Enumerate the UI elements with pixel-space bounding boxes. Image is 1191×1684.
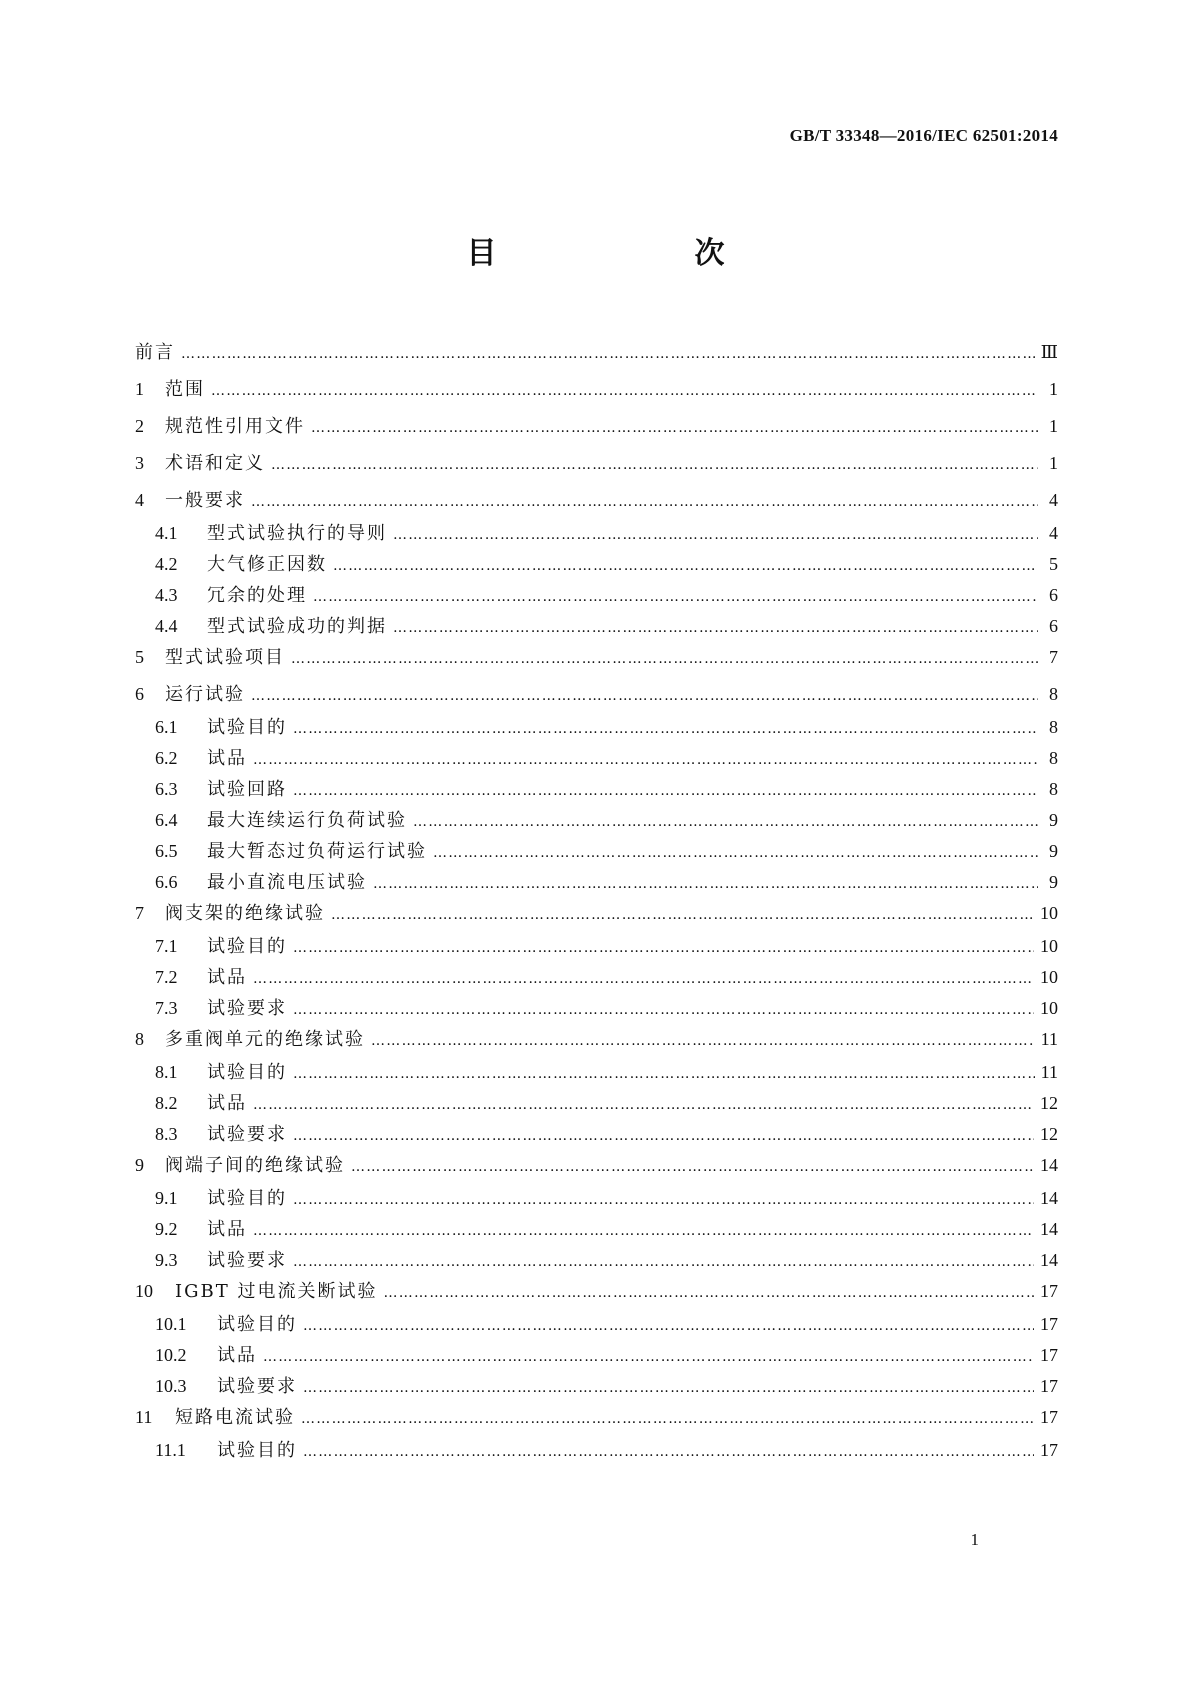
toc-entry[interactable]	[135, 643, 1058, 680]
toc-entry[interactable]	[135, 1246, 1058, 1277]
toc-entry[interactable]	[135, 1310, 1058, 1341]
toc-entry-label: 试验目的	[207, 1062, 287, 1083]
toc-dot-leader	[181, 346, 1035, 362]
toc-entry-page: 17	[1040, 1376, 1058, 1396]
toc-entry-page: 5	[1049, 554, 1058, 574]
toc-entry-number: 5	[135, 647, 144, 667]
toc-dot-leader	[251, 494, 1038, 510]
toc-entry-number: 8.3	[155, 1124, 178, 1144]
toc-entry-label: 试品	[207, 967, 247, 988]
toc-entry-label: 大气修正因数	[207, 554, 327, 575]
toc-entry-number: 7	[135, 903, 144, 923]
toc-entry-number: 4.1	[155, 523, 178, 543]
toc-entry-page: 12	[1040, 1124, 1058, 1144]
toc-entry-page: 1	[1049, 416, 1058, 436]
toc-entry-number: 6.6	[155, 872, 178, 892]
toc-entry-number: 9.3	[155, 1250, 178, 1270]
toc-entry[interactable]	[135, 837, 1058, 868]
toc-entry-number: 9.1	[155, 1188, 178, 1208]
toc-entry-number: 11	[135, 1407, 153, 1427]
toc-entry-label: 试验目的	[217, 1314, 297, 1335]
toc-dot-leader	[371, 1033, 1035, 1049]
toc-entry[interactable]	[135, 1372, 1058, 1403]
toc-entry-label: 试验回路	[207, 779, 287, 800]
toc-entry-page: 1	[1049, 379, 1058, 399]
toc-entry-number: 4.3	[155, 585, 178, 605]
toc-entry-label: 范围	[165, 379, 205, 400]
toc-dot-leader	[313, 589, 1038, 605]
toc-dot-leader	[253, 752, 1038, 768]
toc-entry-label: 最大暂态过负荷运行试验	[207, 841, 427, 862]
toc-entry-page: 17	[1040, 1281, 1058, 1301]
toc-entry-number: 7.1	[155, 936, 178, 956]
toc-dot-leader	[293, 1192, 1034, 1208]
toc-entry[interactable]	[135, 550, 1058, 581]
toc-entry-number: 4	[135, 490, 144, 510]
toc-entry[interactable]	[135, 1089, 1058, 1120]
toc-entry-number: 10.3	[155, 1376, 187, 1396]
toc-entry-number: 9.2	[155, 1219, 178, 1239]
toc-entry[interactable]	[135, 1120, 1058, 1151]
toc-entry[interactable]	[135, 868, 1058, 899]
table-of-contents	[135, 338, 1058, 1467]
toc-entry-page: Ⅲ	[1040, 342, 1058, 362]
toc-entry-page: 10	[1040, 998, 1058, 1018]
toc-entry[interactable]	[135, 1341, 1058, 1372]
toc-dot-leader	[373, 876, 1038, 892]
toc-entry-page: 6	[1049, 585, 1058, 605]
toc-entry-number: 1	[135, 379, 144, 399]
toc-dot-leader	[311, 420, 1038, 436]
toc-entry[interactable]	[135, 899, 1058, 936]
toc-dot-leader	[211, 383, 1038, 399]
toc-entry[interactable]	[135, 932, 1058, 963]
toc-dot-leader	[303, 1444, 1034, 1460]
toc-dot-leader	[331, 907, 1034, 923]
toc-entry[interactable]	[135, 713, 1058, 744]
toc-dot-leader	[293, 1002, 1034, 1018]
toc-entry-label: 试验要求	[207, 1250, 287, 1271]
toc-entry-page: 10	[1040, 936, 1058, 956]
toc-entry-page: 11	[1040, 1062, 1058, 1082]
toc-dot-leader	[293, 1128, 1034, 1144]
toc-dot-leader	[251, 688, 1038, 704]
toc-entry[interactable]	[135, 1215, 1058, 1246]
toc-dot-leader	[253, 1097, 1034, 1113]
toc-entry-label: 最大连续运行负荷试验	[207, 810, 407, 831]
toc-entry-label: 一般要求	[165, 490, 245, 511]
toc-entry-label: 阀支架的绝缘试验	[165, 903, 325, 924]
toc-entry-label: 规范性引用文件	[165, 416, 305, 437]
toc-entry-number: 8	[135, 1029, 144, 1049]
toc-entry-label: 试验目的	[207, 936, 287, 957]
toc-entry-label: 试验要求	[207, 1124, 287, 1145]
toc-dot-leader	[291, 651, 1038, 667]
toc-entry-page: 14	[1040, 1250, 1058, 1270]
toc-entry-number: 9	[135, 1155, 144, 1175]
toc-entry[interactable]	[135, 1184, 1058, 1215]
toc-entry[interactable]	[135, 1058, 1058, 1089]
toc-entry[interactable]	[135, 519, 1058, 550]
toc-entry-page: 14	[1040, 1219, 1058, 1239]
toc-dot-leader	[303, 1318, 1034, 1334]
toc-entry-label: 试验要求	[217, 1376, 297, 1397]
toc-entry-page: 14	[1040, 1188, 1058, 1208]
toc-entry[interactable]	[135, 1277, 1058, 1314]
toc-entry-label: 前言	[135, 342, 175, 363]
toc-entry-label: 型式试验成功的判据	[207, 616, 387, 637]
toc-entry-page: 4	[1049, 523, 1058, 543]
toc-entry[interactable]	[135, 680, 1058, 717]
toc-dot-leader	[293, 721, 1038, 737]
toc-entry-label: 试验目的	[217, 1440, 297, 1461]
page-number: 1	[970, 1530, 979, 1549]
toc-entry-page: 8	[1049, 748, 1058, 768]
toc-entry-label: 多重阀单元的绝缘试验	[165, 1029, 365, 1050]
toc-entry-page: 1	[1049, 453, 1058, 473]
toc-entry-page: 11	[1040, 1029, 1058, 1049]
toc-entry-label: 阀端子间的绝缘试验	[165, 1155, 345, 1176]
toc-entry-page: 17	[1040, 1440, 1058, 1460]
toc-entry[interactable]	[135, 806, 1058, 837]
toc-entry-page: 17	[1040, 1345, 1058, 1365]
toc-entry[interactable]	[135, 1403, 1058, 1440]
toc-entry-page: 14	[1040, 1155, 1058, 1175]
toc-entry-page: 17	[1040, 1314, 1058, 1334]
toc-entry-number: 6.3	[155, 779, 178, 799]
toc-entry-page: 9	[1049, 810, 1058, 830]
toc-entry-number: 7.2	[155, 967, 178, 987]
toc-entry[interactable]	[135, 486, 1058, 523]
toc-dot-leader	[271, 457, 1038, 473]
toc-entry-page: 7	[1049, 647, 1058, 667]
toc-entry-number: 6	[135, 684, 144, 704]
toc-entry-label: 试验要求	[207, 998, 287, 1019]
page-title: 目 次	[466, 236, 771, 271]
standard-code: GB/T 33348—2016/IEC 62501:2014	[789, 126, 1058, 145]
toc-entry[interactable]	[135, 963, 1058, 994]
toc-entry-page: 9	[1049, 872, 1058, 892]
toc-dot-leader	[303, 1380, 1034, 1396]
toc-entry-number: 10.2	[155, 1345, 187, 1365]
toc-dot-leader	[293, 1254, 1034, 1270]
toc-entry-page: 17	[1040, 1407, 1058, 1427]
toc-dot-leader	[393, 527, 1038, 543]
toc-entry-number: 10.1	[155, 1314, 187, 1334]
toc-entry-label: 试品	[207, 1219, 247, 1240]
toc-dot-leader	[301, 1411, 1034, 1427]
toc-dot-leader	[253, 971, 1034, 987]
toc-entry-label: 术语和定义	[165, 453, 265, 474]
toc-entry[interactable]	[135, 775, 1058, 806]
toc-entry-number: 10	[135, 1281, 153, 1301]
toc-dot-leader	[383, 1285, 1034, 1301]
toc-entry-label: IGBT 过电流关断试验	[175, 1281, 378, 1302]
toc-entry-label: 最小直流电压试验	[207, 872, 367, 893]
toc-entry-number: 7.3	[155, 998, 178, 1018]
toc-dot-leader	[351, 1159, 1034, 1175]
toc-entry[interactable]	[135, 612, 1058, 643]
toc-entry-label: 运行试验	[165, 684, 245, 705]
toc-dot-leader	[433, 845, 1038, 861]
toc-entry[interactable]	[135, 375, 1058, 412]
toc-dot-leader	[253, 1223, 1034, 1239]
toc-entry-number: 4.4	[155, 616, 178, 636]
toc-entry[interactable]	[135, 338, 1058, 375]
toc-entry[interactable]	[135, 744, 1058, 775]
toc-entry-number: 6.4	[155, 810, 178, 830]
toc-entry-number: 6.1	[155, 717, 178, 737]
toc-entry-page: 9	[1049, 841, 1058, 861]
toc-entry-label: 型式试验项目	[165, 647, 285, 668]
toc-dot-leader	[413, 814, 1038, 830]
toc-dot-leader	[263, 1349, 1034, 1365]
toc-entry-page: 10	[1040, 967, 1058, 987]
toc-entry-label: 试品	[217, 1345, 257, 1366]
toc-entry-number: 3	[135, 453, 144, 473]
toc-entry-number: 6.2	[155, 748, 178, 768]
toc-entry-page: 10	[1040, 903, 1058, 923]
toc-dot-leader	[293, 1066, 1035, 1082]
toc-dot-leader	[333, 558, 1038, 574]
toc-entry-page: 6	[1049, 616, 1058, 636]
toc-entry-label: 短路电流试验	[175, 1407, 295, 1428]
toc-entry-label: 试验目的	[207, 717, 287, 738]
toc-entry-label: 冗余的处理	[207, 585, 307, 606]
toc-entry-number: 11.1	[155, 1440, 186, 1460]
toc-entry-number: 2	[135, 416, 144, 436]
toc-entry[interactable]	[135, 412, 1058, 449]
toc-entry-page: 8	[1049, 717, 1058, 737]
toc-entry-page: 4	[1049, 490, 1058, 510]
toc-entry-page: 12	[1040, 1093, 1058, 1113]
toc-dot-leader	[293, 940, 1034, 956]
toc-entry-label: 试品	[207, 748, 247, 769]
toc-entry-page: 8	[1049, 779, 1058, 799]
toc-entry-label: 试品	[207, 1093, 247, 1114]
toc-entry-number: 8.1	[155, 1062, 178, 1082]
toc-entry[interactable]	[135, 581, 1058, 612]
toc-entry-number: 8.2	[155, 1093, 178, 1113]
toc-entry[interactable]	[135, 1151, 1058, 1188]
toc-entry[interactable]	[135, 449, 1058, 486]
toc-entry-label: 型式试验执行的导则	[207, 523, 387, 544]
toc-entry-page: 8	[1049, 684, 1058, 704]
toc-entry-label: 试验目的	[207, 1188, 287, 1209]
toc-entry[interactable]	[135, 1436, 1058, 1467]
toc-entry[interactable]	[135, 1025, 1058, 1062]
toc-entry-number: 4.2	[155, 554, 178, 574]
toc-entry-number: 6.5	[155, 841, 178, 861]
toc-entry[interactable]	[135, 994, 1058, 1025]
toc-dot-leader	[393, 620, 1038, 636]
toc-dot-leader	[293, 783, 1038, 799]
